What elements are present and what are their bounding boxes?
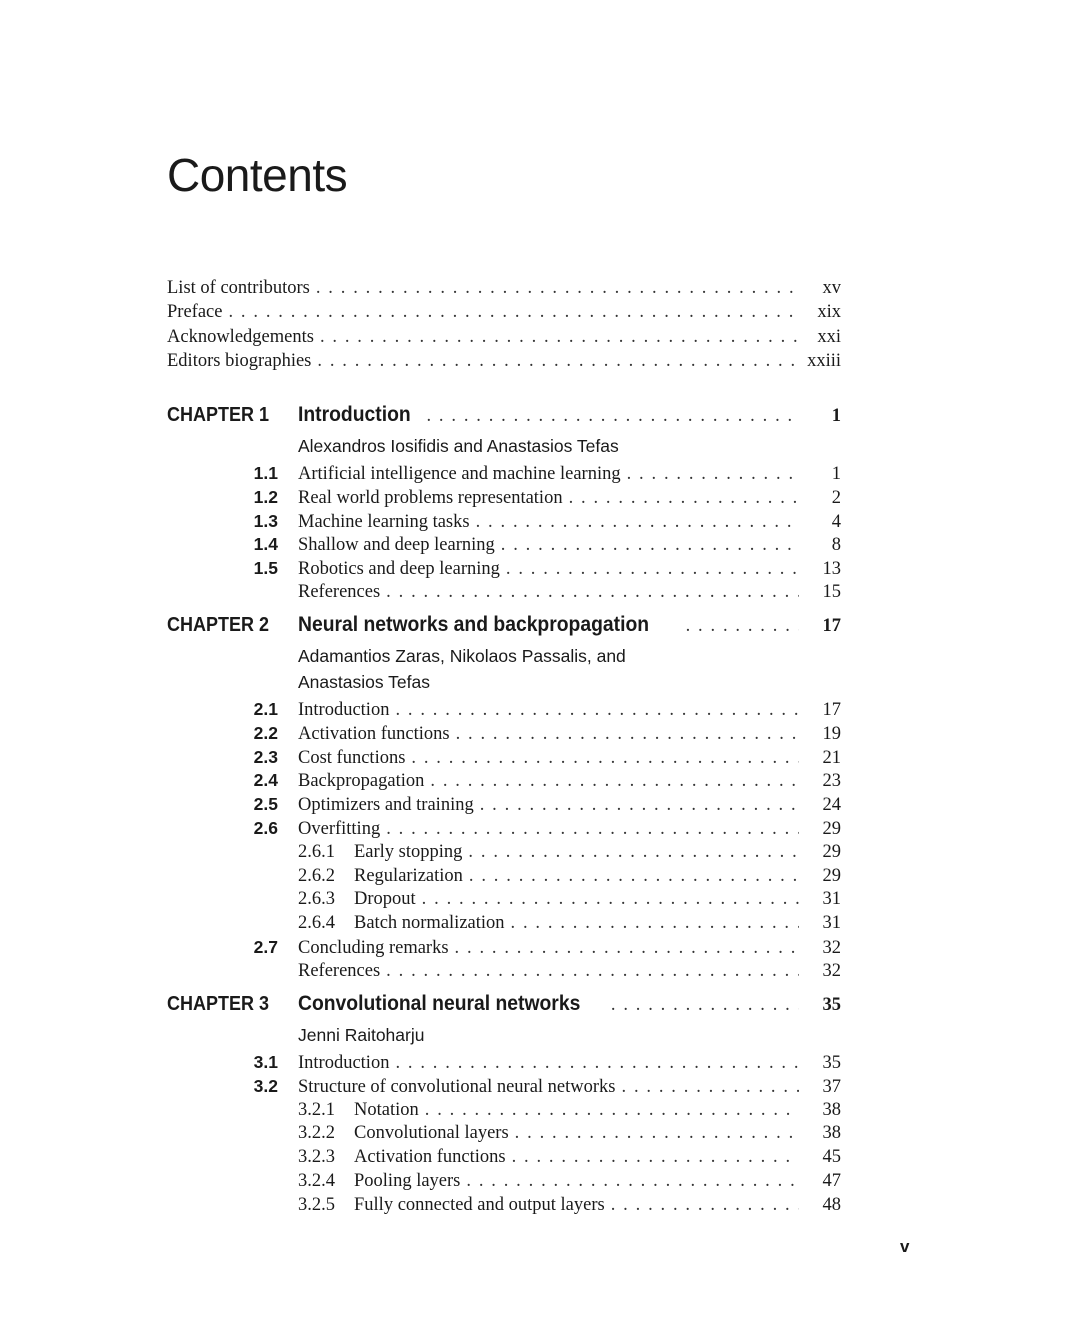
section-title: Activation functions bbox=[298, 723, 450, 744]
leader-dots bbox=[500, 559, 799, 580]
chapter-page: 35 bbox=[822, 995, 841, 1015]
leader-dots bbox=[380, 819, 799, 840]
chapter-heading[interactable] bbox=[167, 992, 841, 1022]
entry-page: xxiii bbox=[807, 350, 841, 371]
chapter-title: Introduction bbox=[298, 403, 411, 426]
subsection-title: Regularization bbox=[354, 865, 463, 886]
section-page: 4 bbox=[831, 511, 841, 532]
toc-section[interactable] bbox=[167, 1052, 841, 1076]
subsection-page: 48 bbox=[822, 1194, 841, 1215]
toc-subsection[interactable] bbox=[167, 1147, 841, 1171]
leader-dots bbox=[416, 889, 799, 910]
toc-section[interactable] bbox=[167, 770, 841, 794]
leader-dots bbox=[311, 351, 799, 372]
leader-dots bbox=[506, 1147, 799, 1168]
leader-dots bbox=[450, 724, 799, 745]
subsection-page: 38 bbox=[822, 1099, 841, 1120]
section-number: 2.7 bbox=[253, 936, 278, 957]
leader-dots bbox=[389, 700, 799, 721]
section-title: Cost functions bbox=[298, 747, 406, 768]
toc-entry-preface[interactable] bbox=[167, 302, 841, 326]
section-page: 1 bbox=[831, 464, 841, 484]
entry-title: Acknowledgements bbox=[167, 326, 314, 347]
subsection-number: 3.2.1 bbox=[298, 1099, 335, 1120]
subsection-page: 31 bbox=[822, 889, 841, 910]
leader-dots bbox=[605, 1195, 799, 1216]
toc-section[interactable] bbox=[167, 511, 841, 535]
subsection-title: Batch normalization bbox=[354, 913, 505, 934]
entry-page: xv bbox=[822, 278, 841, 298]
toc-entry-acknowledgements[interactable] bbox=[167, 327, 841, 351]
toc-section[interactable] bbox=[167, 463, 841, 487]
section-title: Shallow and deep learning bbox=[298, 535, 495, 556]
section-page: 15 bbox=[822, 581, 841, 602]
leader-dots bbox=[424, 771, 799, 792]
leader-dots bbox=[563, 488, 799, 509]
subsection-number: 3.2.2 bbox=[298, 1123, 335, 1144]
toc-section[interactable] bbox=[167, 723, 841, 747]
toc-section[interactable] bbox=[167, 487, 841, 511]
chapter-authors bbox=[298, 643, 841, 695]
toc-entry-list-of-contributors[interactable] bbox=[167, 278, 841, 302]
leader-dots bbox=[505, 913, 799, 934]
subsection-page: 47 bbox=[822, 1170, 841, 1191]
subsection-number: 3.2.5 bbox=[298, 1194, 335, 1215]
subsection-number: 3.2.3 bbox=[298, 1147, 335, 1168]
leader-dots bbox=[420, 406, 799, 427]
section-number: 3.1 bbox=[253, 1052, 278, 1072]
subsection-title: Pooling layers bbox=[354, 1170, 461, 1191]
chapter-page: 1 bbox=[831, 406, 841, 426]
subsection-number: 2.6.2 bbox=[298, 865, 335, 886]
author-line: Jenni Raitoharju bbox=[298, 1025, 425, 1045]
chapter-label: CHAPTER 3 bbox=[167, 993, 270, 1015]
subsection-title: Dropout bbox=[354, 889, 416, 910]
section-title: Introduction bbox=[298, 1053, 390, 1073]
subsection-page: 29 bbox=[822, 841, 841, 862]
leader-dots bbox=[474, 795, 799, 816]
leader-dots bbox=[621, 464, 799, 485]
subsection-page: 31 bbox=[822, 913, 841, 934]
leader-dots bbox=[389, 1053, 799, 1074]
chapter-authors bbox=[298, 433, 841, 459]
section-number: 2.4 bbox=[253, 770, 278, 791]
leader-dots bbox=[509, 1123, 799, 1144]
section-title: Introduction bbox=[298, 700, 390, 720]
section-page: 19 bbox=[822, 723, 841, 744]
toc-subsection[interactable] bbox=[167, 1171, 841, 1195]
chapter-page: 17 bbox=[822, 616, 841, 636]
section-page: 8 bbox=[831, 535, 841, 556]
chapter-title: Neural networks and backpropagation bbox=[298, 613, 650, 636]
section-page: 21 bbox=[822, 747, 841, 768]
section-page: 2 bbox=[831, 487, 841, 508]
chapter-1 bbox=[167, 403, 841, 606]
toc-subsection[interactable] bbox=[167, 842, 841, 866]
toc-subsection[interactable] bbox=[167, 889, 841, 913]
leader-dots bbox=[380, 961, 799, 982]
subsection-page: 45 bbox=[822, 1147, 841, 1168]
subsection-number: 2.6.1 bbox=[298, 841, 335, 862]
section-page: 23 bbox=[822, 771, 841, 792]
leader-dots bbox=[495, 535, 799, 556]
chapter-label: CHAPTER 2 bbox=[167, 614, 270, 636]
subsection-page: 38 bbox=[822, 1123, 841, 1144]
section-number: 2.5 bbox=[253, 794, 278, 815]
section-title: Concluding remarks bbox=[298, 937, 449, 958]
leader-dots bbox=[405, 748, 799, 769]
section-number: 1.4 bbox=[253, 534, 278, 555]
leader-dots bbox=[462, 842, 799, 863]
section-page: 13 bbox=[822, 559, 841, 580]
section-title: Real world problems representation bbox=[298, 487, 563, 508]
chapter-heading[interactable] bbox=[167, 613, 841, 643]
section-title: Robotics and deep learning bbox=[298, 559, 500, 580]
section-page: 37 bbox=[822, 1076, 841, 1097]
section-number: 1.1 bbox=[253, 463, 278, 483]
leader-dots bbox=[314, 327, 799, 348]
section-number: 1.3 bbox=[253, 510, 278, 531]
section-title: Machine learning tasks bbox=[298, 511, 470, 532]
subsection-number: 2.6.4 bbox=[298, 913, 335, 934]
subsection-title: Convolutional layers bbox=[354, 1123, 509, 1144]
toc-section[interactable] bbox=[167, 534, 841, 558]
leader-dots bbox=[380, 582, 799, 603]
chapter-2 bbox=[167, 613, 841, 985]
leader-dots bbox=[616, 1077, 800, 1098]
subsection-title: Notation bbox=[354, 1099, 419, 1120]
chapter-heading[interactable] bbox=[167, 403, 841, 433]
section-number: 3.2 bbox=[253, 1075, 278, 1096]
toc-section[interactable] bbox=[167, 747, 841, 771]
toc-subsection[interactable] bbox=[167, 1195, 841, 1219]
toc-subsection[interactable] bbox=[167, 913, 841, 937]
subsection-title: Fully connected and output layers bbox=[354, 1194, 605, 1215]
toc-entry-editors-biographies[interactable] bbox=[167, 351, 841, 375]
toc-subsection[interactable] bbox=[167, 1123, 841, 1147]
leader-dots bbox=[222, 302, 799, 323]
author-line: Adamantios Zaras, Nikolaos Passalis, and bbox=[298, 646, 626, 666]
entry-title: List of contributors bbox=[167, 278, 310, 298]
chapter-authors bbox=[298, 1022, 841, 1048]
section-page: 29 bbox=[822, 818, 841, 839]
section-page: 17 bbox=[822, 700, 841, 720]
section-number: 2.2 bbox=[253, 722, 278, 743]
toc-section[interactable] bbox=[167, 582, 841, 606]
front-matter-list bbox=[167, 278, 841, 375]
leader-dots bbox=[680, 616, 799, 637]
toc-section[interactable] bbox=[167, 818, 841, 842]
section-title: References bbox=[298, 581, 381, 602]
toc-subsection[interactable] bbox=[167, 866, 841, 890]
section-title: References bbox=[298, 960, 381, 981]
subsection-page: 29 bbox=[822, 865, 841, 886]
subsection-title: Activation functions bbox=[354, 1147, 506, 1168]
section-page: 32 bbox=[822, 960, 841, 981]
page-title: Contents bbox=[167, 149, 348, 201]
leader-dots bbox=[419, 1100, 799, 1121]
author-line: Anastasios Tefas bbox=[298, 672, 430, 692]
toc-section[interactable] bbox=[167, 558, 841, 582]
leader-dots bbox=[470, 512, 799, 533]
chapter-3 bbox=[167, 992, 841, 1219]
subsection-title: Early stopping bbox=[354, 841, 463, 862]
leader-dots bbox=[605, 995, 799, 1016]
leader-dots bbox=[463, 866, 799, 887]
section-title: Artificial intelligence and machine learning bbox=[298, 464, 621, 484]
leader-dots bbox=[460, 1171, 799, 1192]
section-number: 1.5 bbox=[253, 558, 278, 579]
section-title: Optimizers and training bbox=[298, 795, 474, 816]
toc-section[interactable] bbox=[167, 1076, 841, 1100]
leader-dots bbox=[449, 938, 799, 959]
entry-title: Editors biographies bbox=[167, 350, 312, 371]
toc-section[interactable] bbox=[167, 961, 841, 985]
toc-section[interactable] bbox=[167, 699, 841, 723]
section-number: 2.1 bbox=[253, 699, 278, 719]
section-title: Backpropagation bbox=[298, 771, 425, 792]
toc-subsection[interactable] bbox=[167, 1100, 841, 1124]
section-page: 24 bbox=[822, 795, 841, 816]
subsection-number: 2.6.3 bbox=[298, 889, 335, 910]
section-page: 35 bbox=[822, 1053, 841, 1073]
section-number: 2.3 bbox=[253, 746, 278, 767]
entry-page: xxi bbox=[817, 326, 841, 347]
section-number: 1.2 bbox=[253, 486, 278, 507]
toc-section[interactable] bbox=[167, 794, 841, 818]
page-number: v bbox=[900, 1237, 910, 1256]
leader-dots bbox=[310, 278, 799, 299]
chapter-title: Convolutional neural networks bbox=[298, 992, 581, 1015]
chapter-label: CHAPTER 1 bbox=[167, 404, 270, 426]
section-page: 32 bbox=[822, 937, 841, 958]
entry-page: xix bbox=[817, 302, 841, 323]
section-title: Structure of convolutional neural networks bbox=[298, 1076, 616, 1097]
subsection-number: 3.2.4 bbox=[298, 1170, 335, 1191]
toc-section[interactable] bbox=[167, 937, 841, 961]
entry-title: Preface bbox=[167, 302, 223, 323]
section-number: 2.6 bbox=[253, 817, 278, 838]
section-title: Overfitting bbox=[298, 818, 381, 839]
author-line: Alexandros Iosifidis and Anastasios Tefas bbox=[298, 436, 619, 456]
